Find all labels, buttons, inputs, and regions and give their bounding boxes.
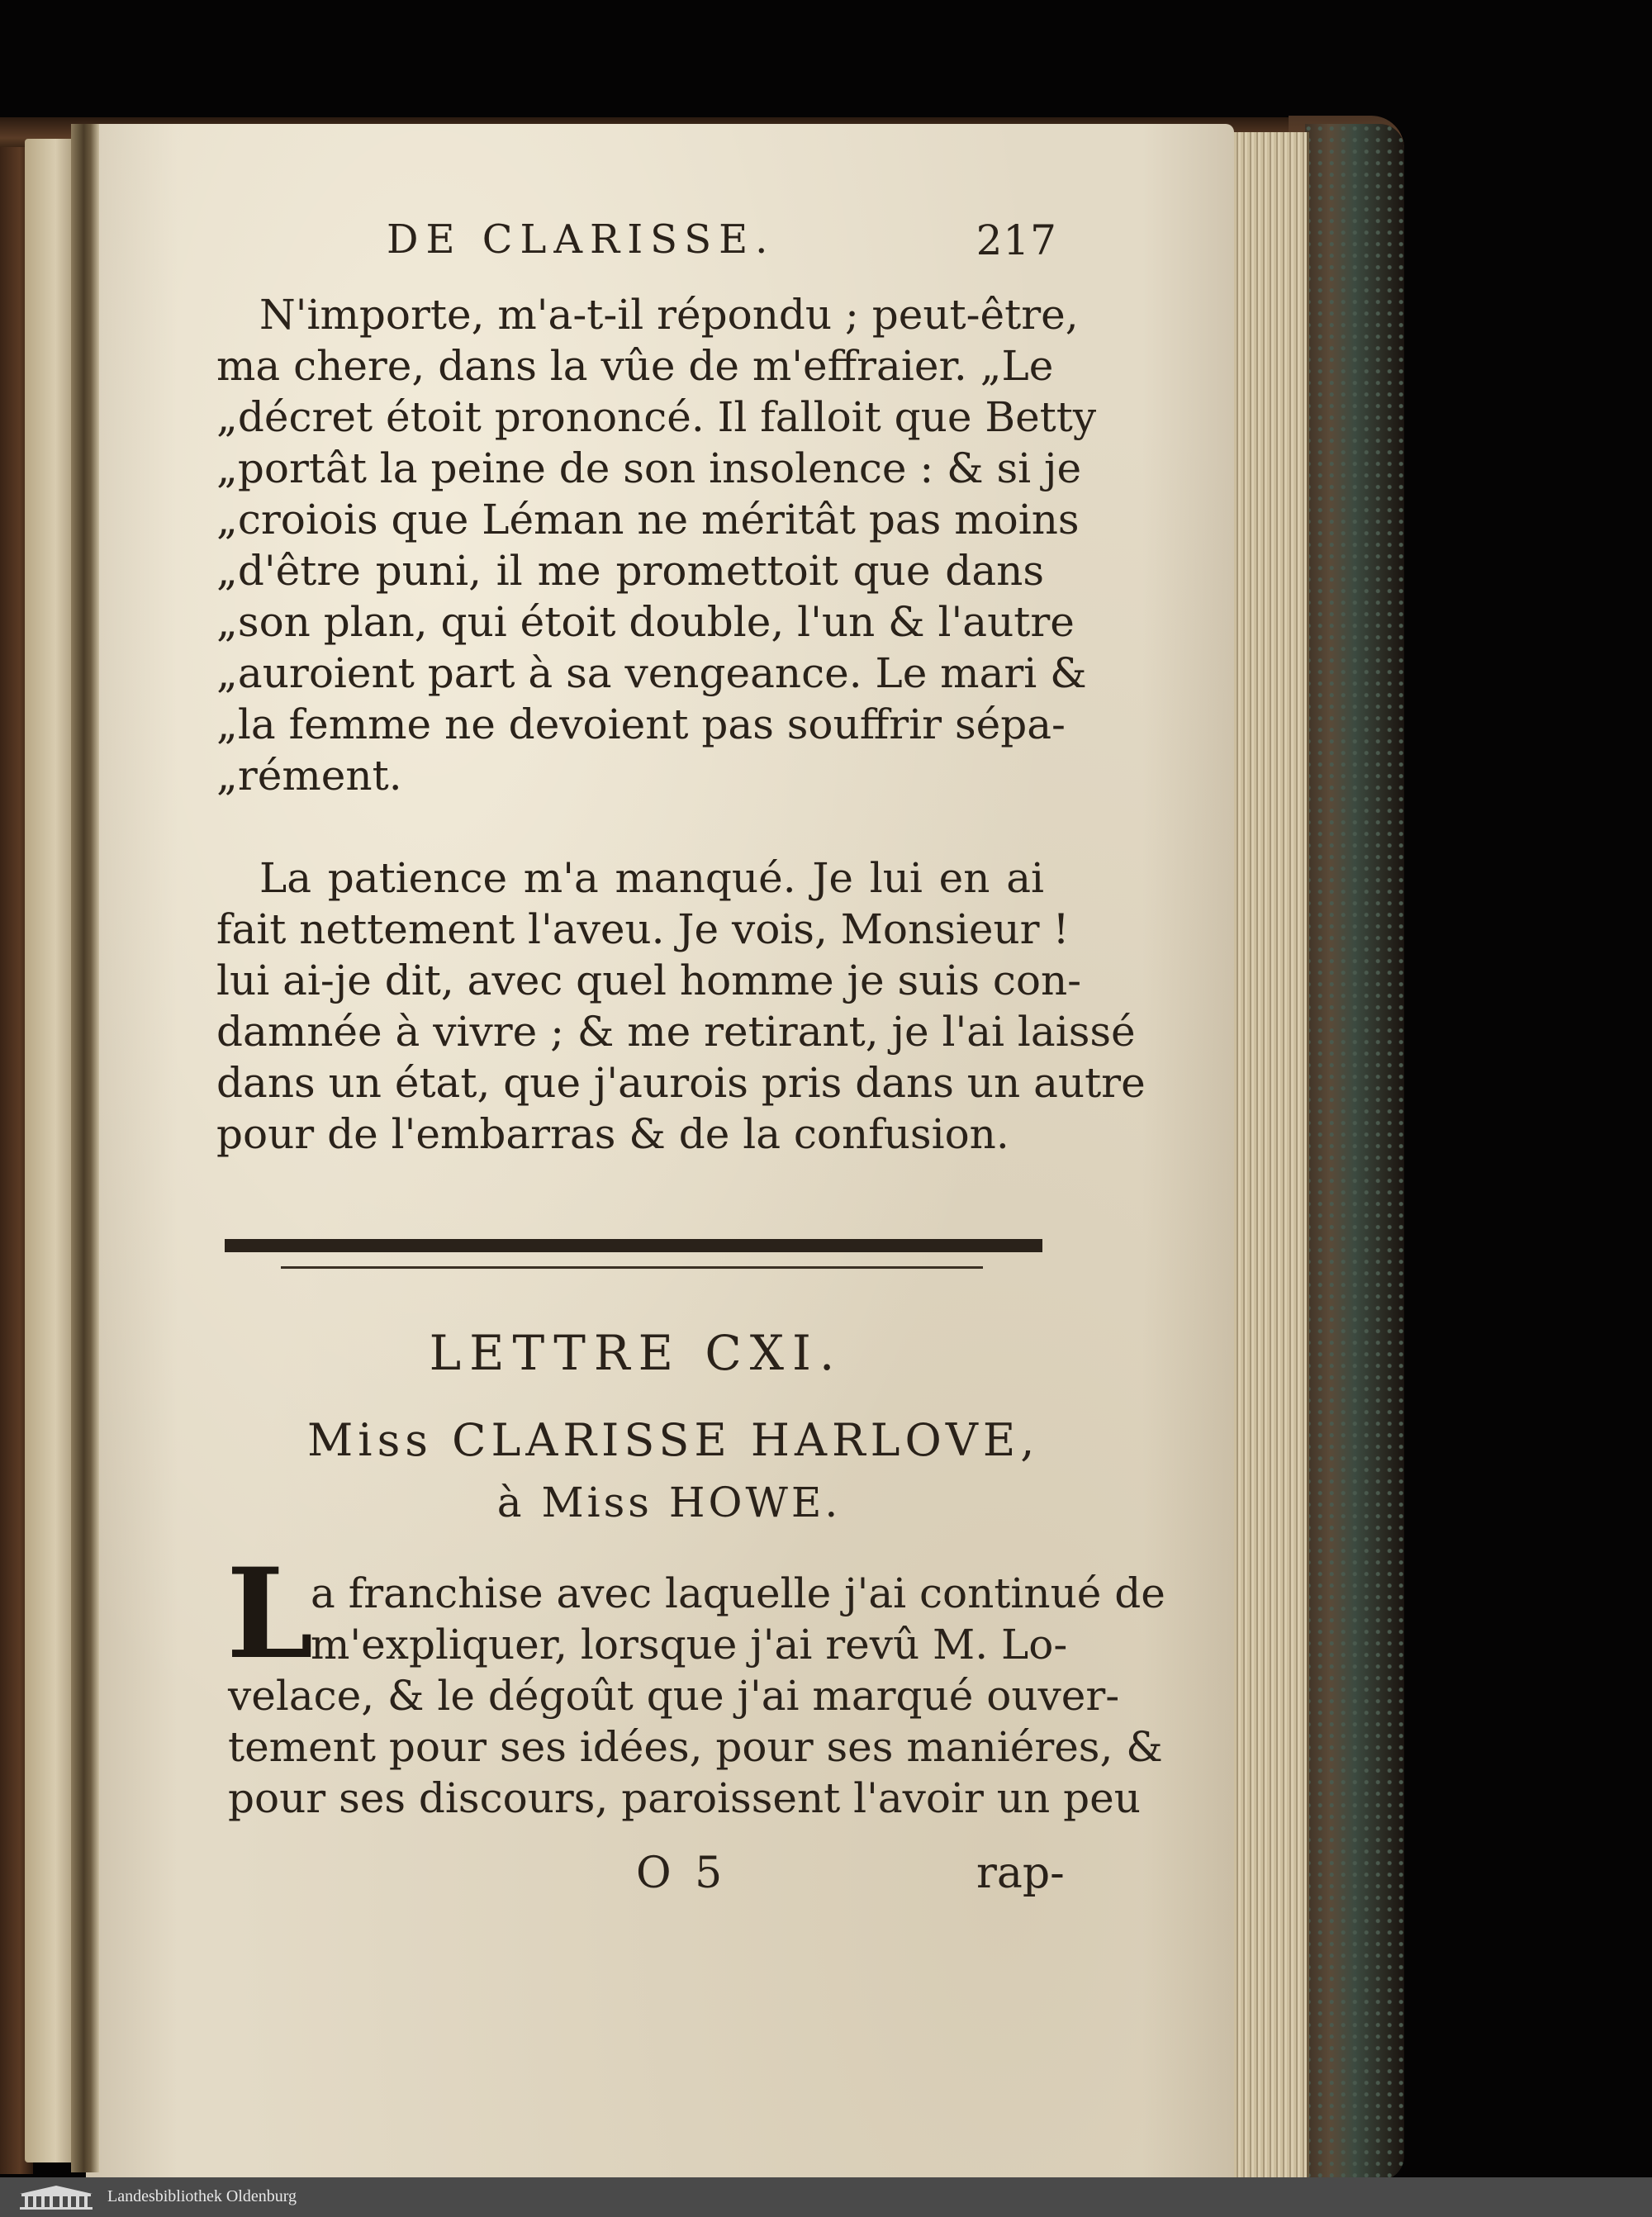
text-line: „portât la peine de son insolence : & si je [216,444,1082,492]
text-line: pour de l'embarras & de la confusion. [216,1110,1009,1158]
text-line: tement pour ses idées, pour ses maniéres, & [228,1723,1163,1771]
text-line: „la femme ne devoient pas souffrir sépa- [216,700,1066,748]
text-line: m'expliquer, lorsque j'ai revû M. Lo- [311,1621,1068,1669]
text-line: damnée à vivre ; & me retirant, je l'ai laissé [216,1008,1136,1056]
letter-address-line-1: Miss CLARISSE HARLOVE, [307,1414,1040,1466]
text-line: a franchise avec laquelle j'ai continué de [311,1569,1165,1617]
text-line: fait nettement l'aveu. Je vois, Monsieur ! [216,905,1070,953]
section-rule-thin [281,1266,983,1269]
signature-mark: O 5 [636,1849,728,1898]
library-name: Landesbibliothek Oldenburg [107,2187,297,2205]
page-number: 217 [976,216,1057,264]
library-footer-bar [0,2177,1652,2217]
section-rule-thick [225,1239,1042,1252]
text-line: „rément. [216,752,402,800]
text-line: „auroient part à sa vengeance. Le mari & [216,649,1087,697]
text-line: „d'être puni, il me promettoit que dans [216,547,1044,595]
page-stack-edge [1227,132,1309,2181]
catchword: rap- [976,1849,1065,1898]
text-line: velace, & le dégoût que j'ai marqué ouver- [228,1672,1120,1720]
book-gutter [71,124,99,2172]
text-line: „décret étoit prononcé. Il falloit que Betty [216,393,1097,441]
text-line: „son plan, qui étoit double, l'un & l'autre [216,598,1075,646]
text-line: ma chere, dans la vûe de m'effraier. „Le [216,342,1054,390]
text-line: „croiois que Léman ne méritât pas moins [216,496,1080,544]
letter-address-line-2: à Miss HOWE. [496,1479,842,1526]
drop-cap: L [226,1541,314,1687]
facing-page-edge [25,139,76,2162]
running-header-title: DE CLARISSE. [387,216,776,263]
library-building-icon [17,2184,96,2210]
text-line: La patience m'a manqué. Je lui en ai [259,854,1044,902]
letter-title: LETTRE CXI. [429,1325,843,1381]
marbled-cover [1305,124,1404,2181]
text-line: N'importe, m'a-t-il répondu ; peut-être, [259,291,1079,339]
running-header [387,216,1057,266]
text-line: dans un état, que j'aurois pris dans un autre [216,1059,1146,1107]
text-line: pour ses discours, paroissent l'avoir un peu [228,1774,1141,1822]
text-line: lui ai-je dit, avec quel homme je suis con- [216,957,1082,1004]
